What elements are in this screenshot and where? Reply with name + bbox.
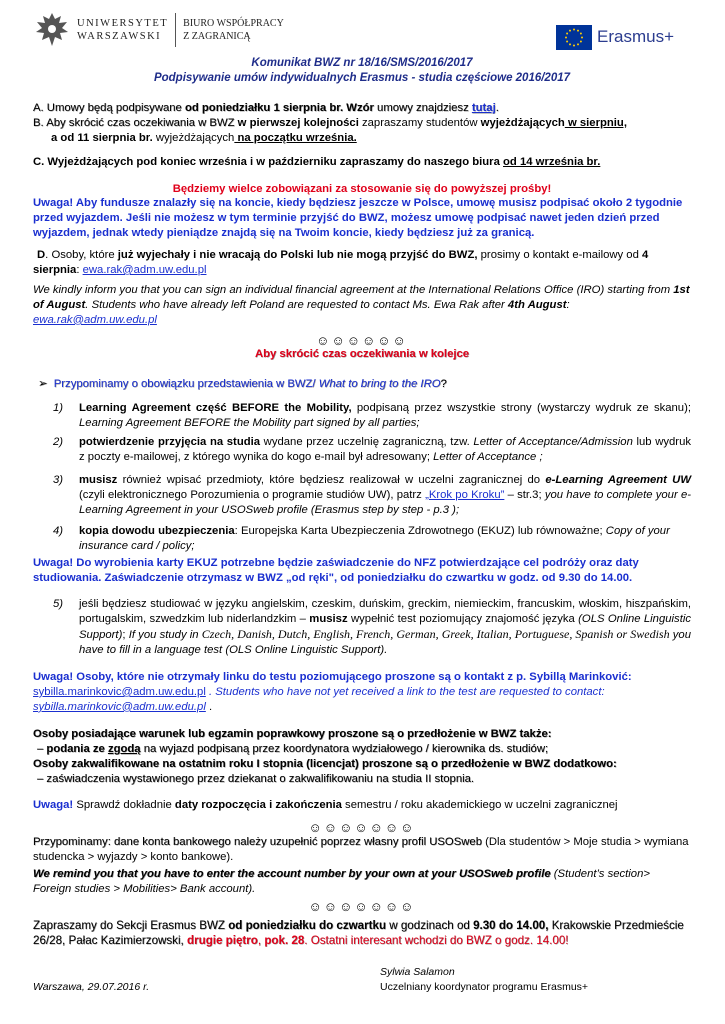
list-item (55, 435, 691, 465)
invite-floor: drugie piętro (187, 934, 258, 948)
letterhead (0, 0, 725, 60)
bank-note-english-path: (Student’s section> Foreign studies > Mobilities> Bank account). (33, 867, 650, 895)
ewa-rak-email-link[interactable]: ewa.rak@adm.uw.edu.pl (82, 263, 207, 276)
item-bold: musisz (309, 612, 348, 625)
invite-hours: 9.30 do 14.00, (473, 919, 549, 932)
list-item (55, 524, 691, 554)
invite-days: od poniedziałku do czwartku (228, 919, 387, 932)
item-elearning: e-Learning Agreement UW (545, 474, 692, 486)
sybilla-email-link-en[interactable]: sybilla.marinkovic@adm.uw.edu.pl (33, 700, 206, 713)
document-title (33, 56, 691, 86)
dates-note-bold: daty rozpoczęcia i zakończenia (174, 799, 342, 811)
section-b-priority: w pierwszej kolejności (237, 117, 359, 129)
invite-last: . Ostatni interesant wchodzi do BWZ o godz. 14.00! (304, 934, 569, 948)
erasmus-logo (556, 25, 674, 50)
reminder-qmark: ? (440, 378, 447, 390)
smiley-row: ☺☺☺☺☺☺☺ (308, 899, 416, 914)
retake-zgoda: zgodą (107, 742, 141, 755)
arrow-bullet-icon: ➢ (38, 378, 48, 390)
reminder-line (38, 377, 696, 392)
dates-note (33, 798, 691, 813)
queue-heading: Aby skrócić czas oczekiwania w kolejce (254, 348, 470, 360)
list-item-number: 3) (53, 474, 64, 486)
section-c-text: C. Wyjeżdżających pod koniec września i w październiku zapraszamy do naszego biura (33, 156, 504, 168)
section-b-september: na początku września. (234, 131, 357, 144)
bank-note-english: We remind you that you have to enter the account number by your own at your USOSweb profile (33, 867, 551, 880)
english-info-text2: . Students who have already left Poland are requested to contact Ms. Ewa Rak after (85, 298, 508, 311)
smiley-row: ☺☺☺☺☺☺ (316, 333, 408, 348)
invite-room: pok. 28 (264, 934, 305, 948)
section-a-date: od poniedziałku 1 sierpnia br. (184, 102, 344, 114)
item-english: Learning Agreement BEFORE the Mobility part signed by all parties; (79, 416, 420, 429)
bank-note (33, 835, 691, 897)
item-text3: ; (122, 628, 129, 641)
section-a-wzor: Wzór (343, 102, 374, 114)
ols-note (33, 670, 691, 715)
funding-warning: Uwaga! Aby fundusze znalazły się na koncie, kiedy będziesz jeszcze w Polsce, umowę musisz podpisać około 2 tygodnie przed wyjazdem. Jeśli nie możesz w tym terminie przyjść do BWZ, możesz umowę podpisać nawet jeden dzień przed wyjazdem, jednak wtedy pieniądze znajdą się na Twoim koncie, kiedy będziesz już za granicą. (33, 197, 683, 239)
item-english: Copy of your insurance card / policy; (79, 525, 670, 552)
section-a-text: A. Umowy będą podpisywane (33, 102, 185, 114)
section-b-text3: wyjeżdżających (152, 131, 235, 144)
ols-note-english: . Students who have not yet received a link to the test are requested to contact: (205, 685, 605, 698)
section-c (33, 155, 691, 170)
dates-note-warning: Uwaga! (33, 799, 74, 811)
item-bold: musisz (79, 474, 118, 486)
list-item-number: 4) (53, 525, 64, 537)
section-d-who: już wyjechały i nie wracają do Polski lub nie mogą przyjść do BWZ, (117, 249, 478, 261)
invite-text: Zapraszamy do Sekcji Erasmus BWZ (33, 919, 229, 932)
section-b-leaving: wyjeżdżających (480, 117, 565, 129)
item-text2: wypełnić test poziomujący znajomość języka (347, 612, 579, 625)
item-bold: potwierdzenie przyjęcia na studia (79, 436, 261, 448)
section-a-text2: umowy znajdziesz (373, 102, 472, 114)
item-languages: Czech, Danish, Dutch, English, French, German, Greek, Italian, Portuguese, Spanish or Swedish (201, 626, 670, 641)
section-a (33, 101, 691, 116)
red-request-note: Będziemy wielce zobowiązani za stosowanie się do powyższej prośby! (172, 183, 552, 195)
item-english: you have to complete your e-Learning Agreement in your USOSweb profile (Erasmus step by step - p.3 ); (79, 488, 691, 516)
english-info-date: 1st of August (33, 284, 690, 311)
section-d-text: . Osoby, które (45, 249, 118, 261)
item-text: podpisaną przez wszystkie strony (wystarczy wydruk ze skanu); (351, 402, 691, 414)
uw-logo (33, 10, 284, 50)
krok-po-kroku-link[interactable]: „Krok po Kroku” (425, 488, 505, 501)
english-info-text: We kindly inform you that you can sign an individual financial agreement at the International Relations Office (IRO) starting from (33, 284, 674, 296)
retake-podania: podania ze (46, 742, 108, 755)
reminder-text: Przypominamy o obowiązku przedstawienia w BWZ/ (53, 378, 319, 390)
dates-note-text: Sprawdź dokładnie (73, 799, 175, 811)
item-text2: (czyli elektronicznego Porozumienia o programie studiów UW), patrz (79, 488, 426, 501)
item-text: wydane przez uczelnię zagraniczną, tzw. (260, 436, 474, 448)
item-text3: – str.3; (504, 488, 545, 501)
ekuz-note: Uwaga! Do wyrobienia karty EKUZ potrzebne będzie zaświadczenie do NFZ potwierdzające cel podróży oraz daty studiowania. Zaświadczenie otrzymasz w BWZ „od ręki", od poniedziałku do czwartku w godz. od 9.30 do 14.00. (33, 557, 639, 584)
list-item-number: 1) (53, 402, 64, 414)
item-text: : Europejska Karta Ubezpieczenia Zdrowotnego (EKUZ) lub równoważne; (234, 525, 606, 537)
place-date: Warszawa, 29.07.2016 r. (33, 981, 150, 993)
list-item-number: 2) (53, 436, 64, 448)
retake-block (33, 727, 691, 787)
office-name (183, 17, 284, 43)
item-english2: Letter of Acceptance ; (433, 450, 543, 463)
ols-note-text: Uwaga! Osoby, które nie otrzymały linku do testu poziomującego proszone są o kontakt z p. Sybillą Marinković: (33, 671, 632, 683)
ewa-rak-email-link-en[interactable]: ewa.rak@adm.uw.edu.pl (33, 313, 157, 326)
title-line1: Komunikat BWZ nr 18/16/SMS/2016/2017 (251, 57, 473, 69)
section-b-text2: zapraszamy studentów (358, 117, 481, 129)
dash-bullet: – (37, 742, 47, 755)
english-info-colon: : (566, 298, 570, 311)
list-item (55, 401, 691, 431)
item-english: If you study in (128, 628, 202, 641)
office-line2: Z ZAGRANICĄ (183, 31, 251, 42)
item-english2: you have to fill in a language test (OLS Online Linguistic Support). (79, 628, 691, 656)
retake-line4: – zaświadczenia wystawionego przez dziekanat o zakwalifikowaniu na studia II stopnia. (37, 772, 475, 785)
item-ols: (OLS Online Linguistic Support) (79, 612, 691, 641)
invite-note (33, 918, 691, 949)
smiley-row: ☺☺☺☺☺☺☺ (308, 820, 416, 835)
invite-sep: , (257, 934, 265, 948)
section-b-text: B. Aby skrócić czas oczekiwania w BWZ (33, 117, 238, 129)
invite-address: Krakowskie Przedmieście 26/28, Pałac Kazimierzowski, (33, 919, 684, 948)
signatory-role: Uczelniany koordynator programu Erasmus+ (380, 981, 589, 993)
section-d-colon: : (76, 263, 83, 276)
title-line2: Podpisywanie umów indywidualnych Erasmus - studia częściowe 2016/2017 (153, 72, 571, 85)
erasmus-label: Erasmus+ (597, 27, 674, 47)
item-bold: Learning Agreement część BEFORE the Mobility, (79, 402, 352, 414)
eu-flag-icon (556, 25, 592, 50)
logo-divider (175, 13, 176, 47)
template-link[interactable]: tutaj (471, 102, 496, 114)
section-d-date: 4 sierpnia (33, 249, 649, 276)
retake-line3: Osoby zakwalifikowane na ostatnim roku I stopnia (licencjat) proszone są o przedłożenie w BWZ dodatkowo: (33, 757, 617, 770)
reminder-english: What to bring to the IRO (318, 378, 441, 390)
section-b-date: a od 11 sierpnia br. (51, 131, 153, 144)
bank-note-path: (Dla studentów > Moje studia > wymiana studencka > wyjazdy > konto bankowe). (33, 836, 689, 863)
section-c-date: od 14 września br. (503, 156, 601, 168)
section-b (33, 116, 691, 146)
signatory-name: Sylwia Salamon (380, 966, 455, 978)
ols-note-end: . (205, 700, 213, 713)
office-line1: BIURO WSPÓŁPRACY (183, 18, 284, 29)
retake-line1: Osoby posiadające warunek lub egzamin poprawkowy proszone są o przedłożenie w BWZ także: (33, 728, 552, 740)
bank-note-text: Przypominamy: dane konta bankowego należy uzupełnić poprzez własny profil USOSweb (33, 836, 482, 848)
dates-note-text2: semestru / roku akademickiego w uczelni zagranicznej (341, 799, 618, 811)
section-d (33, 248, 691, 278)
sybilla-email-link[interactable]: sybilla.marinkovic@adm.uw.edu.pl (33, 685, 206, 698)
uw-name (77, 17, 168, 43)
english-info-date2: 4th August (507, 298, 567, 311)
item-english: Letter of Acceptance/Admission (473, 436, 633, 448)
retake-line2: na wyjazd podpisaną przez koordynatora wydziałowego / kierownika ds. studiów; (140, 742, 549, 755)
list-item-number: 5) (53, 598, 64, 610)
list-item (55, 473, 691, 518)
list-item (55, 597, 691, 658)
item-text2: lub wydruk z poczty e-mailowej, z którego wynika do kogo e-mail był adresowany; (79, 436, 691, 463)
item-text: również wpisać przedmioty, które będziesz realizował w uczelni zagranicznej do (117, 474, 546, 486)
section-b-august: w sierpniu, (564, 117, 627, 129)
invite-text2: w godzinach od (386, 919, 474, 932)
uw-name-line1: UNIWERSYTET (77, 17, 169, 29)
item-text: jeśli będziesz studiować w języku angielskim, czeskim, duńskim, greckim, niemieckim, francuskim, włoskim, hiszpańskim, portugalskim, szwedzkim lub niderlandzkim – (79, 598, 691, 625)
section-d-text2: prosimy o kontakt e-mailowy od (477, 249, 643, 261)
item-bold: kopia dowodu ubezpieczenia (79, 525, 235, 537)
uw-eagle-icon (33, 10, 71, 50)
english-info (33, 283, 691, 328)
section-d-letter: D (37, 249, 46, 261)
section-a-end: . (495, 102, 499, 114)
uw-name-line2: WARSZAWSKI (77, 31, 162, 42)
